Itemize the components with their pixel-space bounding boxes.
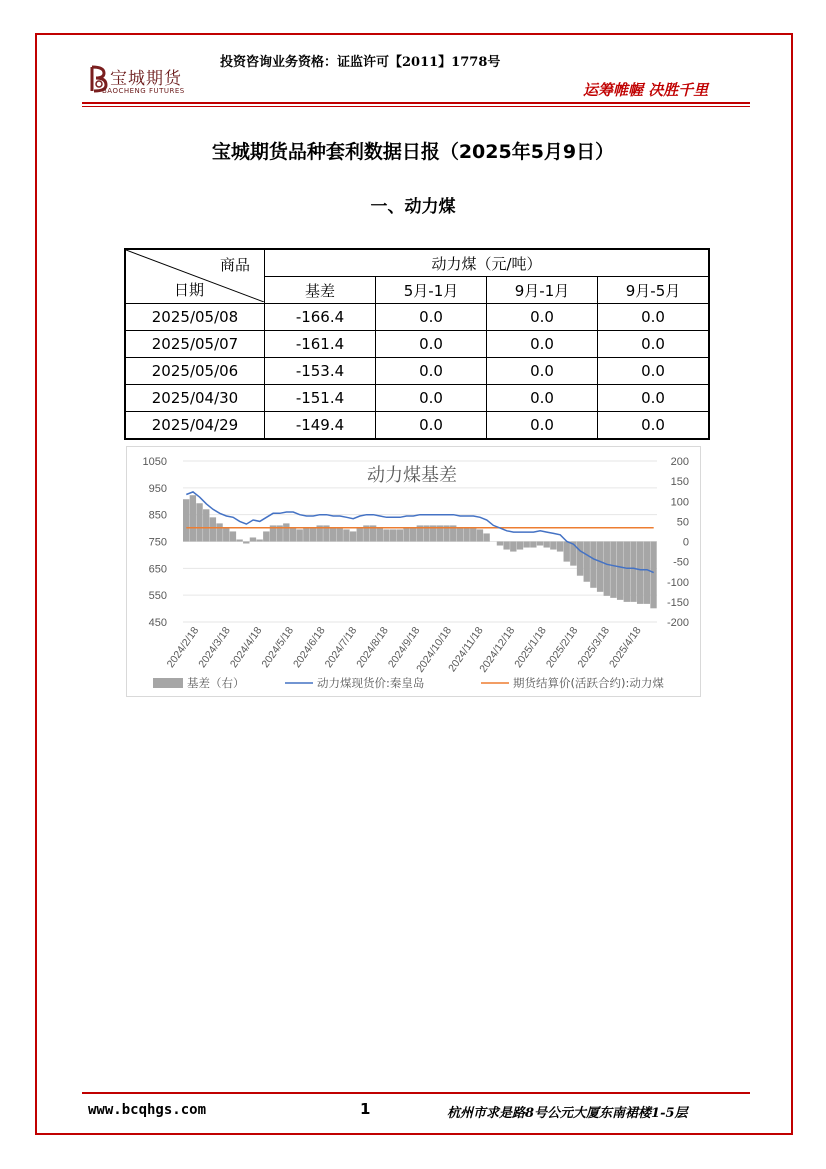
y-left-tick-label: 750: [148, 536, 167, 549]
basis-bar: [256, 539, 262, 541]
table-row: [125, 331, 709, 358]
report-title: 宝城期货品种套利数据日报（2025年5月9日）: [211, 141, 615, 163]
cell-basis: -149.4: [265, 412, 376, 440]
basis-bar: [483, 533, 489, 541]
cell-spread: 0.0: [376, 358, 487, 385]
basis-bar: [190, 495, 196, 541]
x-tick-label: 2024/6/18: [291, 624, 328, 670]
footer-divider: [82, 1092, 750, 1094]
x-tick-label: 2024/11/18: [446, 624, 486, 675]
basis-bar: [250, 537, 256, 541]
x-tick-label: 2024/3/18: [196, 624, 233, 670]
basis-bar: [236, 539, 242, 541]
y-right-tick-label: 100: [670, 496, 689, 509]
y-left-tick-label: 950: [148, 482, 167, 495]
cell-basis: -151.4: [265, 385, 376, 412]
basis-bar: [517, 542, 523, 550]
cell-spread: 0.0: [376, 304, 487, 331]
x-tick-label: 2024/10/18: [414, 624, 455, 675]
x-tick-label: 2025/2/18: [543, 624, 581, 670]
basis-bar: [203, 509, 209, 541]
y-left-tick-label: 650: [148, 563, 167, 576]
footer-website-link[interactable]: www.bcqhgs.com: [88, 1102, 207, 1118]
row-date: 2025/05/08: [125, 304, 265, 331]
cell-spread: 0.0: [598, 385, 710, 412]
table-row: [125, 304, 709, 331]
y-left-tick-label: 1050: [142, 456, 167, 468]
basis-bar: [564, 542, 570, 562]
corner-label-commodity: 商品: [219, 256, 250, 274]
column-header: 9月-5月: [598, 277, 710, 304]
basis-bar: [497, 542, 503, 546]
y-left-tick-label: 450: [148, 617, 167, 629]
cell-spread: 0.0: [487, 304, 598, 331]
basis-bar: [644, 542, 650, 604]
cell-basis: -161.4: [265, 331, 376, 358]
y-right-tick-label: -150: [666, 596, 689, 609]
basis-bar: [377, 527, 383, 541]
basis-bar: [463, 527, 469, 541]
company-logo: [88, 62, 198, 102]
basis-bar: [604, 542, 610, 596]
x-tick-label: 2025/3/18: [575, 624, 613, 670]
cell-basis: -153.4: [265, 358, 376, 385]
basis-bar: [530, 542, 536, 548]
y-right-tick-label: 0: [682, 536, 689, 549]
basis-bar: [410, 527, 416, 541]
table-corner-cell: [125, 249, 265, 304]
basis-bar: [243, 542, 249, 544]
basis-bar: [617, 542, 623, 600]
row-date: 2025/05/07: [125, 331, 265, 358]
cell-spread: 0.0: [598, 358, 710, 385]
slogan: 运筹帷幄 决胜千里: [583, 81, 709, 99]
y-left-tick-label: 550: [148, 590, 167, 603]
legend-swatch-basis: [153, 678, 183, 688]
basis-bar: [550, 542, 556, 550]
basis-bar: [597, 542, 603, 592]
basis-bar: [544, 542, 550, 548]
y-left-tick-label: 850: [148, 509, 167, 522]
basis-bar: [263, 531, 269, 541]
spread-table: [124, 248, 710, 440]
basis-bar: [210, 517, 216, 541]
row-date: 2025/05/06: [125, 358, 265, 385]
basis-bar: [343, 529, 349, 541]
x-tick-label: 2024/12/18: [477, 624, 518, 675]
basis-bar: [637, 542, 643, 604]
column-header: 9月-1月: [487, 277, 598, 304]
x-tick-label: 2025/1/18: [512, 624, 549, 670]
group-header: 动力煤（元/吨）: [265, 249, 710, 277]
x-tick-label: 2024/8/18: [354, 624, 391, 670]
basis-bar: [330, 527, 336, 541]
basis-bar: [183, 499, 189, 541]
table-row: [125, 358, 709, 385]
basis-bar: [403, 527, 409, 541]
y-right-tick-label: -50: [673, 556, 689, 569]
basis-bar: [303, 527, 309, 541]
cell-spread: 0.0: [598, 331, 710, 358]
qualification-text: 投资咨询业务资格：证监许可【2011】1778号: [220, 55, 501, 70]
basis-bar: [283, 523, 289, 541]
basis-bar: [296, 529, 302, 541]
table-row: [125, 412, 709, 440]
legend-label-futures: 期货结算价(活跃合约):动力煤: [513, 676, 664, 690]
basis-bar: [223, 527, 229, 541]
header-divider-thin: [82, 106, 750, 107]
y-right-tick-label: 50: [676, 516, 689, 529]
y-right-tick-label: 150: [670, 476, 689, 489]
y-right-tick-label: -100: [666, 576, 689, 589]
basis-bar: [357, 527, 363, 541]
basis-bar: [510, 542, 516, 552]
basis-bar: [350, 531, 356, 541]
footer-address: 杭州市求是路8号公元大厦东南裙楼1-5层: [447, 1106, 688, 1121]
row-date: 2025/04/29: [125, 412, 265, 440]
legend-label-spot: 动力煤现货价:秦皇岛: [317, 676, 425, 690]
x-tick-label: 2025/4/18: [607, 624, 644, 670]
basis-bar: [584, 542, 590, 582]
basis-bar: [230, 531, 236, 541]
basis-bar: [503, 542, 509, 550]
cell-spread: 0.0: [487, 331, 598, 358]
section-title: 一、动力煤: [370, 197, 456, 217]
row-date: 2025/04/30: [125, 385, 265, 412]
cell-spread: 0.0: [487, 358, 598, 385]
x-tick-label: 2024/4/18: [227, 624, 265, 670]
cell-spread: 0.0: [376, 385, 487, 412]
basis-bar: [624, 542, 630, 602]
y-right-tick-label: -200: [666, 617, 689, 629]
legend-label-basis: 基差（右）: [187, 676, 245, 690]
x-tick-label: 2024/5/18: [259, 624, 297, 670]
chart-title: 动力煤基差: [367, 465, 457, 486]
cell-basis: -166.4: [265, 304, 376, 331]
basis-bar: [337, 527, 343, 541]
basis-bar: [196, 503, 202, 541]
page-number: 1: [360, 1100, 371, 1118]
x-tick-label: 2024/9/18: [385, 624, 423, 670]
basis-bar: [577, 542, 583, 576]
corner-label-date: 日期: [174, 281, 205, 299]
basis-bar: [557, 542, 563, 552]
basis-bar: [477, 529, 483, 541]
basis-bar: [470, 527, 476, 541]
basis-bar: [523, 542, 529, 548]
header-divider: [82, 102, 750, 104]
basis-bar: [457, 527, 463, 541]
table-row: [125, 385, 709, 412]
column-header: 5月-1月: [376, 277, 487, 304]
basis-bar: [590, 542, 596, 588]
basis-bar: [650, 542, 656, 609]
cell-spread: 0.0: [598, 412, 710, 440]
logo-chinese-name: 宝城期货: [110, 69, 182, 89]
basis-bar: [610, 542, 616, 598]
basis-bar: [397, 529, 403, 541]
basis-bar: [390, 529, 396, 541]
logo-english-name: BAOCHENG FUTURES: [102, 87, 185, 95]
x-tick-label: 2024/7/18: [322, 624, 360, 670]
basis-chart: [126, 446, 701, 697]
cell-spread: 0.0: [487, 385, 598, 412]
basis-bar: [383, 529, 389, 541]
cell-spread: 0.0: [376, 331, 487, 358]
column-header: 基差: [265, 277, 376, 304]
basis-bar: [216, 523, 222, 541]
basis-chart-svg: [127, 447, 700, 696]
y-right-tick-label: 200: [670, 456, 689, 468]
basis-bar: [290, 527, 296, 541]
basis-bar: [537, 542, 543, 546]
cell-spread: 0.0: [487, 412, 598, 440]
cell-spread: 0.0: [598, 304, 710, 331]
basis-bar: [630, 542, 636, 602]
cell-spread: 0.0: [376, 412, 487, 440]
basis-bar: [310, 527, 316, 541]
x-tick-label: 2024/2/18: [164, 624, 202, 670]
